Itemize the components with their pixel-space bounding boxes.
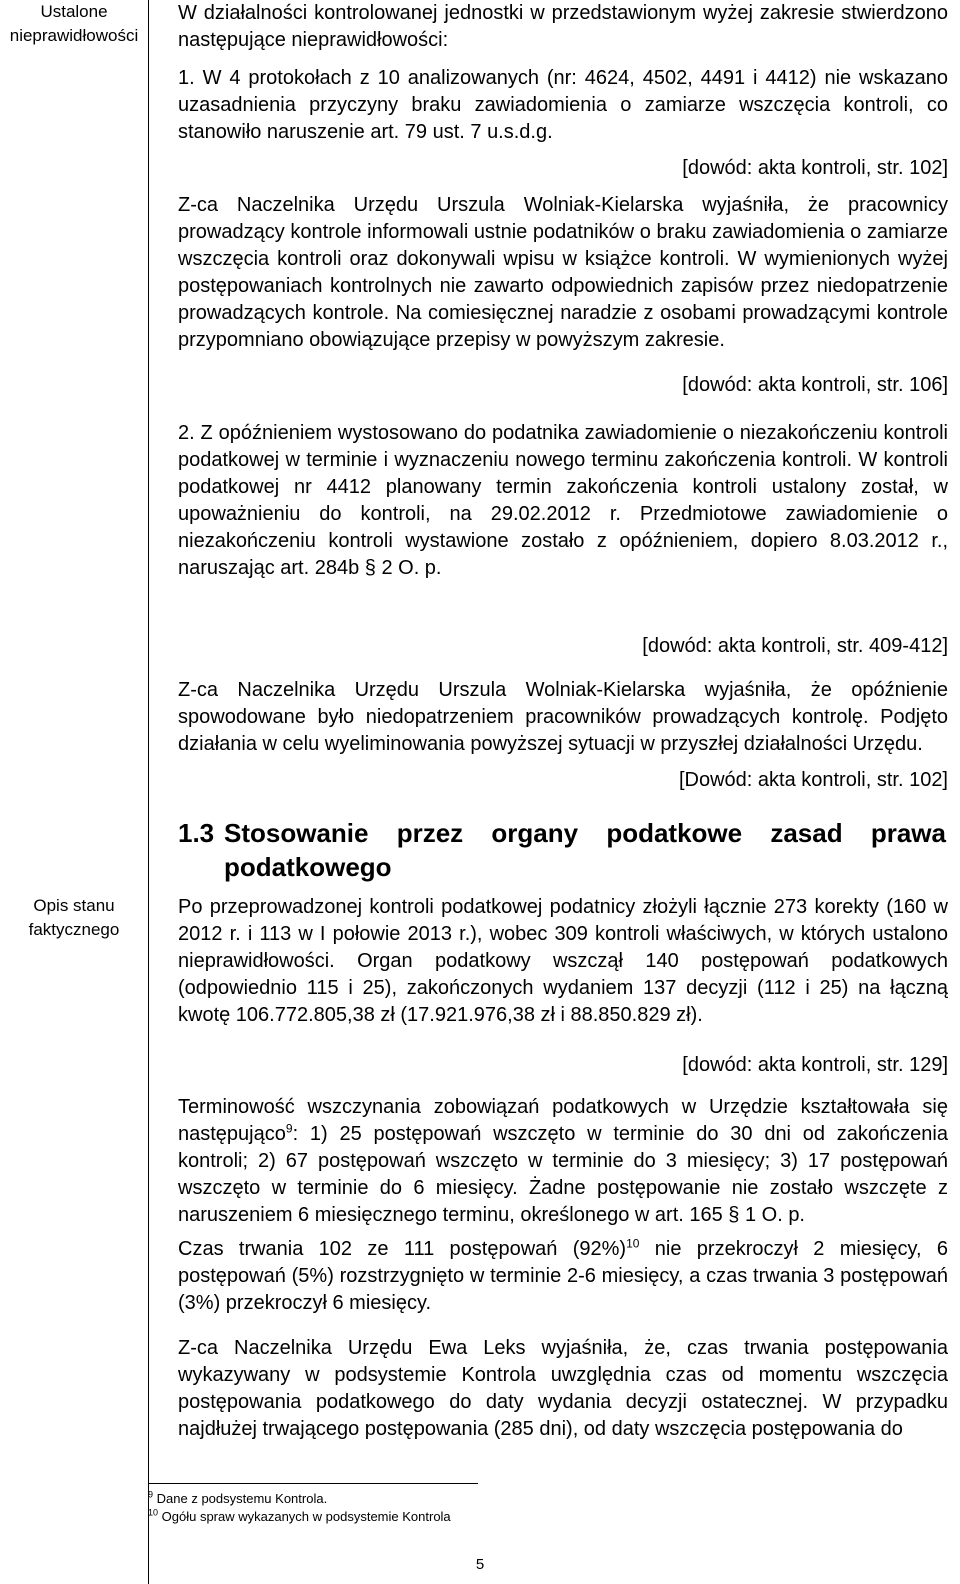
duration-text-b: nie przekroczył 2 miesięcy, 6 postępowań (5%) rozstrzygnięto w terminie 2-6 miesięcy, a czas trwania 3 postępowań (3%) przekroczył 6 miesięcy. xyxy=(178,1238,949,1314)
duration-paragraph xyxy=(178,1236,948,1317)
section-title: Stosowanie przez organy podatkowe zasad prawa podatkowego xyxy=(224,818,946,882)
margin-label-irregularities: Ustalone nieprawidłowości xyxy=(9,2,139,45)
leks-explanation-paragraph: Z-ca Naczelnika Urzędu Ewa Leks wyjaśniła, że, czas trwania postępowania wykazywany w podsystemie Kontrola uwzględnia czas od momentu wszczęcia postępowania podatkowego do daty wydania decyzji ostatecznej. W przypadku najdłużej trwającego postępowania (285 dni), od daty wszczęcia postępowania do xyxy=(178,1337,948,1440)
evidence-ref-3: [dowód: akta kontroli, str. 409-412] xyxy=(642,635,948,657)
margin-column xyxy=(0,0,149,1584)
evidence-ref-1: [dowód: akta kontroli, str. 102] xyxy=(682,157,948,179)
footnote-10-number: 10 xyxy=(148,1507,159,1518)
evidence-ref-5: [dowód: akta kontroli, str. 129] xyxy=(682,1054,948,1076)
footnote-separator xyxy=(148,1483,478,1484)
explanation-2: Z-ca Naczelnika Urzędu Urszula Wolniak-Kielarska wyjaśniła, że opóźnienie spowodowane było niedopatrzeniem pracowników prowadzących kontrolę. Podjęto działania w celu wyeliminowania powyższej sytuacji w przyszłej działalności Urzędu. xyxy=(178,679,948,755)
timeliness-text-b: : 1) 25 postępowań wszczęto w terminie do 30 dni od zakończenia kontroli; 2) 67 postępowań wszczęto w terminie do 3 miesięcy; 3) 17 postępowań wszczęto w terminie do 6 miesięcy. Żadne postępowanie nie zostało wszczęte z naruszeniem 6 miesięcznego terminu, określonego w art. 165 § 1 O. p. xyxy=(178,1123,948,1226)
duration-text-a: Czas trwania 102 ze 111 postępowań (92%) xyxy=(178,1238,627,1260)
footnote-9 xyxy=(148,1491,327,1507)
irregularity-1: 1. W 4 protokołach z 10 analizowanych (nr: 4624, 4502, 4491 i 4412) nie wskazano uzasadnienia przyczyny braku zawiadomienia o zamiarze wszczęcia kontroli, co stanowiło naruszenie art. 79 ust. 7 u.s.d.g. xyxy=(178,67,948,143)
footnote-ref-9[interactable]: 9 xyxy=(285,1121,293,1136)
corrections-paragraph: Po przeprowadzonej kontroli podatkowej podatnicy złożyli łącznie 273 korekty (160 w 2012 r. i 113 w I połowie 2013 r.), wobec 309 kontroli właściwych, w których ustalono nieprawidłowości. Organ podatkowy wszczął 140 postępowań podatkowych (odpowiednio 115 i 25), zakończonych wydaniem 137 decyzji (112 i 25) na łączną kwotę 106.772.805,38 zł (17.921.976,38 zł i 88.850.829 zł). xyxy=(178,896,948,1026)
footnote-10 xyxy=(148,1509,451,1525)
footnote-9-text: Dane z podsystemu Kontrola. xyxy=(156,1491,328,1506)
evidence-ref-4: [Dowód: akta kontroli, str. 102] xyxy=(678,769,948,791)
section-heading xyxy=(178,816,948,884)
section-number: 1.3 xyxy=(178,818,215,848)
timeliness-paragraph xyxy=(178,1094,948,1229)
evidence-ref-2: [dowód: akta kontroli, str. 106] xyxy=(682,374,948,396)
explanation-1: Z-ca Naczelnika Urzędu Urszula Wolniak-Kielarska wyjaśniła, że pracownicy prowadzący kontrole informowali ustnie podatników o braku zawiadomienia o zamiarze wszczęcia kontroli oraz dokonywali wpisu w książce kontroli. W wymienionych wyżej postępowaniach kontrolnych nie zawarto odpowiednich zapisów przez niedopatrzenie prowadzących kontrole. Na comiesięcznej naradzie z osobami prowadzącymi kontrole przypomniano obowiązujące przepisy w powyższym zakresie. xyxy=(178,194,948,351)
footnote-10-text: Ogółu spraw wykazanych w podsystemie Kontrola xyxy=(161,1509,451,1524)
intro-paragraph: W działalności kontrolowanej jednostki w przedstawionym wyżej zakresie stwierdzono następujące nieprawidłowości: xyxy=(178,2,948,51)
footnote-ref-10[interactable]: 10 xyxy=(626,1236,640,1251)
page-number: 5 xyxy=(475,1556,485,1573)
irregularity-2: 2. Z opóźnieniem wystosowano do podatnika zawiadomienie o niezakończeniu kontroli podatkowej w terminie i wyznaczeniu nowego terminu zakończenia kontroli. W kontroli podatkowej nr 4412 planowany termin zakończenia kontroli ustalony został, w upoważnieniu do kontroli, na 29.02.2012 r. Przedmiotowe zawiadomienie o niezakończeniu kontroli wystawione zostało z opóźnieniem, dopiero 8.03.2012 r., naruszając art. 284b § 2 O. p. xyxy=(178,422,948,579)
footnote-9-number: 9 xyxy=(148,1489,154,1500)
timeliness-text-a: Terminowość wszczynania zobowiązań podatkowych w Urzędzie kształtowała się następująco xyxy=(178,1096,948,1145)
margin-label-facts: Opis stanu faktycznego xyxy=(28,896,120,939)
